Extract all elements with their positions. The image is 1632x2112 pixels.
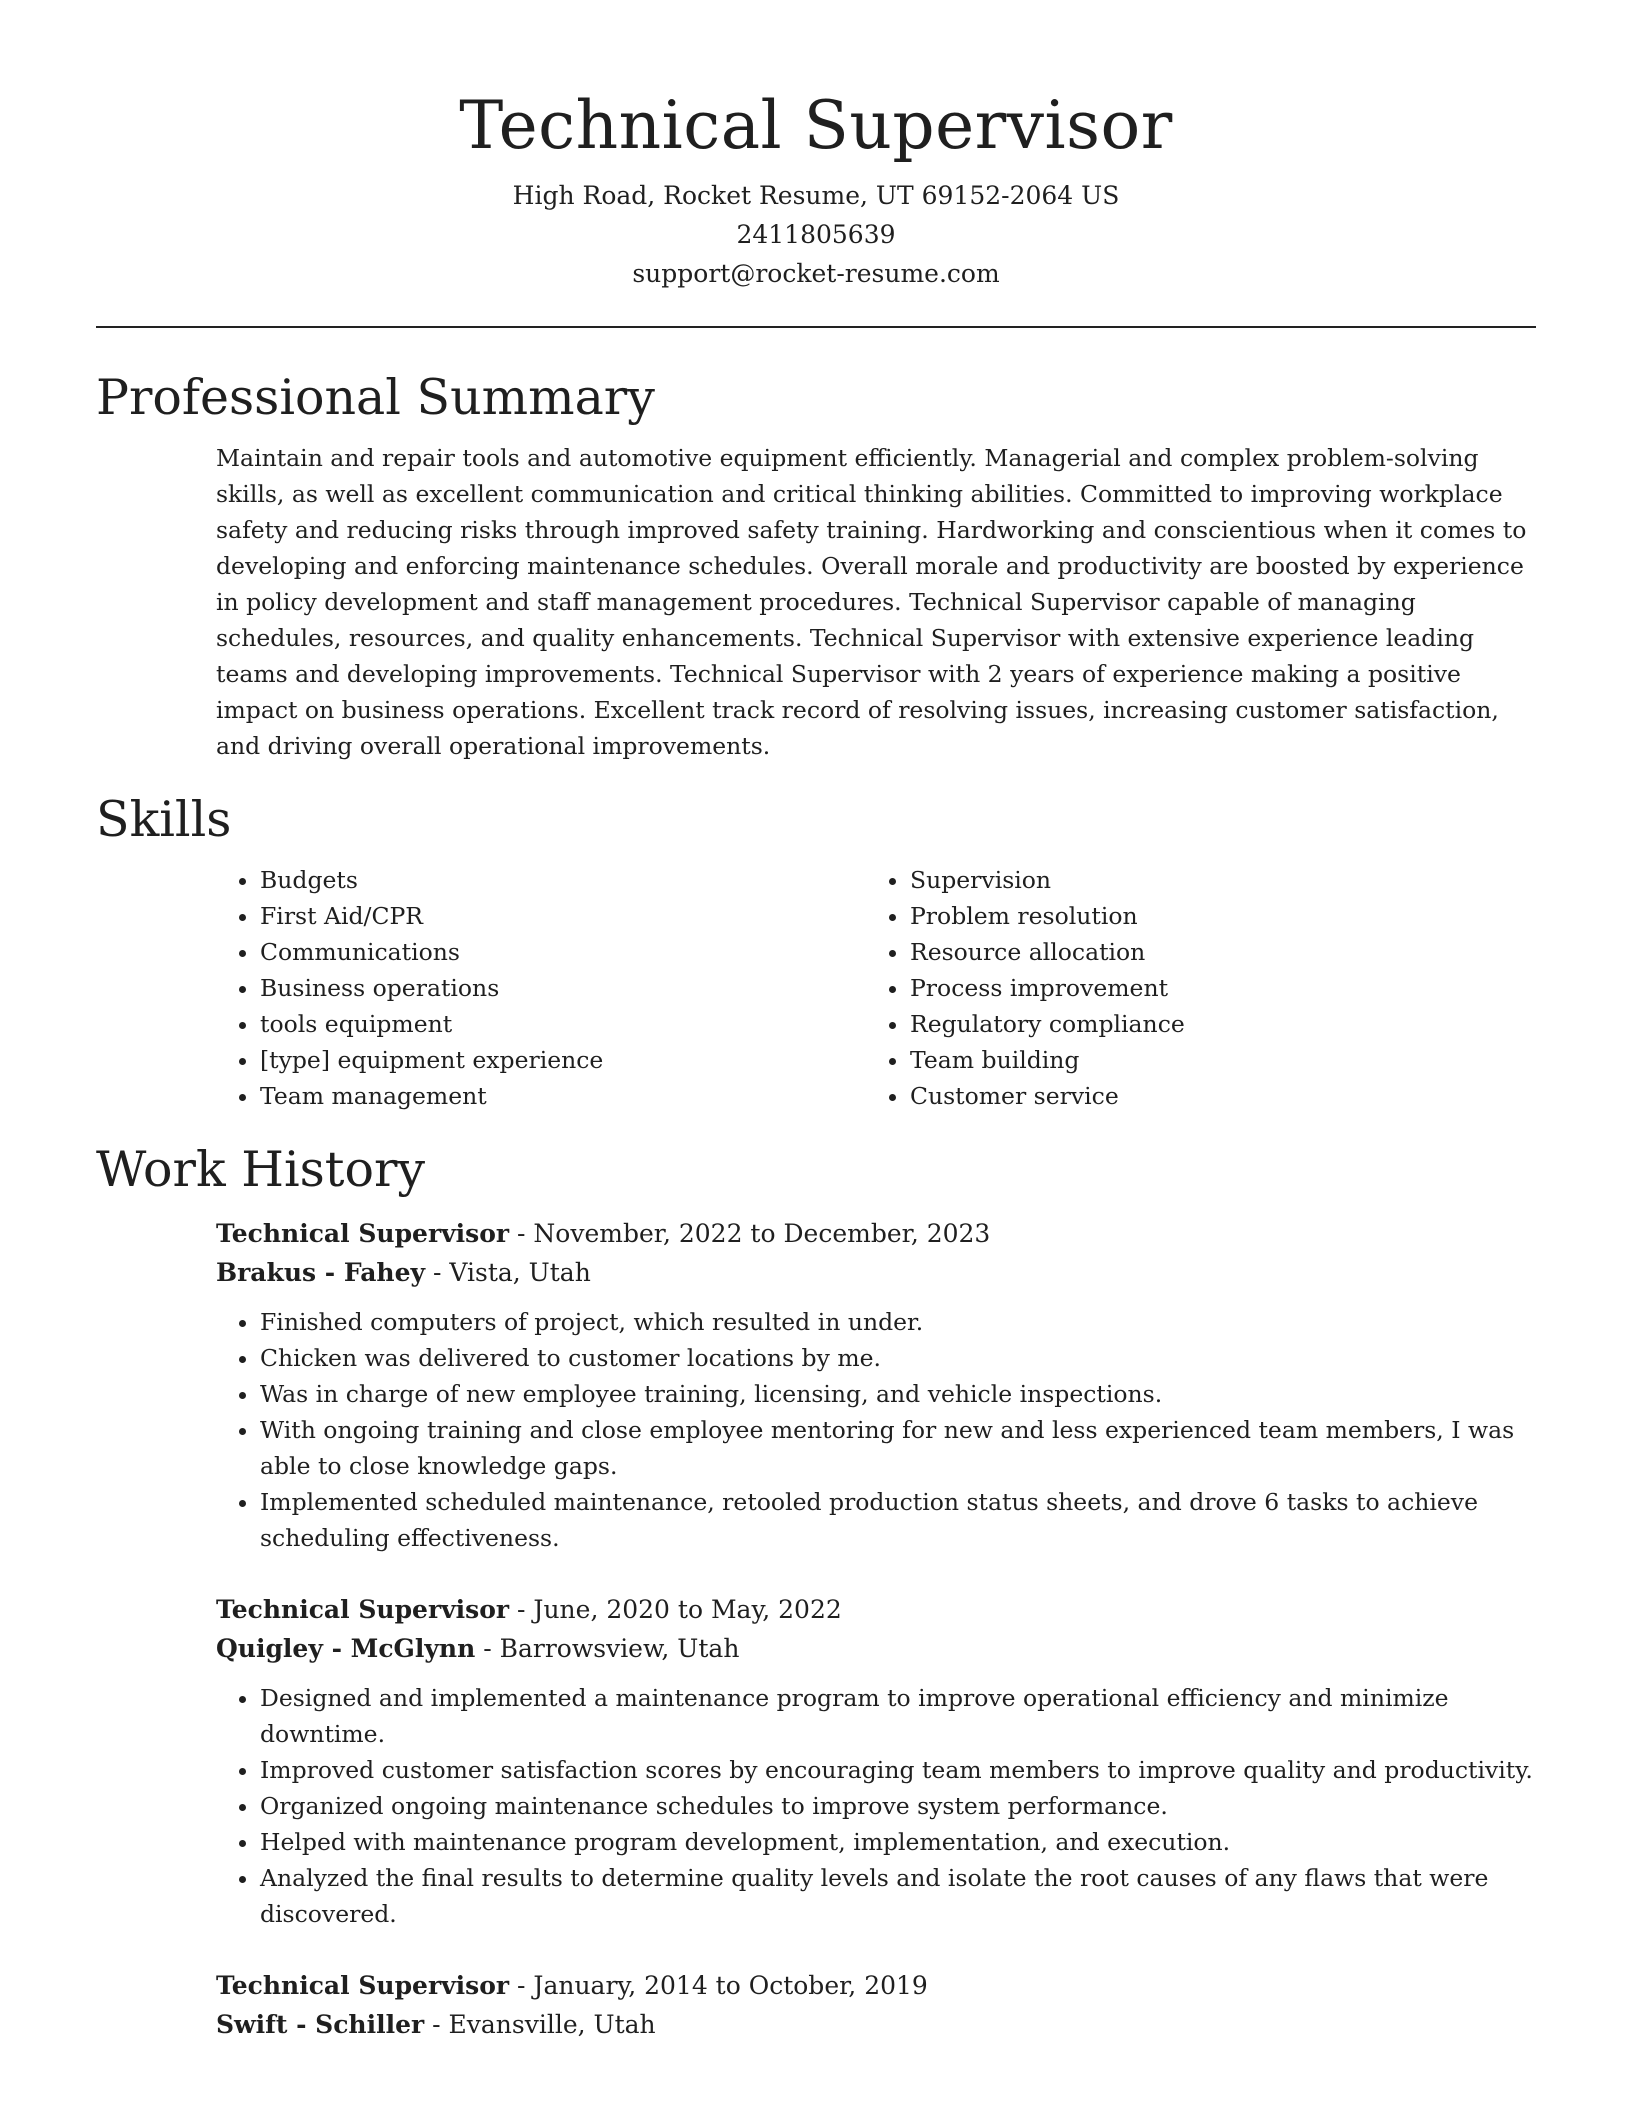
phone-text: 2411805639 xyxy=(736,220,896,249)
job-location: - Vista, Utah xyxy=(425,1258,591,1287)
header-divider xyxy=(96,326,1536,328)
job-bullet: • Helped with maintenance program development, implementation, and execution. xyxy=(260,1824,1536,1860)
job-title-line xyxy=(216,1214,1536,1253)
job-entry xyxy=(216,1966,1536,2044)
skills-list xyxy=(216,862,1536,1114)
job-bullets xyxy=(216,1304,1536,1556)
skill-item: • Business operations xyxy=(260,970,866,1006)
skill-item: • Team building xyxy=(910,1042,1516,1078)
resume-header xyxy=(96,0,1536,293)
skill-item: • Customer service xyxy=(910,1078,1516,1114)
skill-item: • Communications xyxy=(260,934,866,970)
job-location: - Barrowsview, Utah xyxy=(475,1634,740,1663)
skill-item: • [type] equipment experience xyxy=(260,1042,866,1078)
job-title-line xyxy=(216,1590,1536,1629)
job-bullets xyxy=(216,1680,1536,1932)
address-text: High Road, Rocket Resume, UT 69152-2064 US xyxy=(512,181,1120,210)
summary-text: Maintain and repair tools and automotive equipment efficiently. Managerial and complex problem-solving skills, as well as excellent communication and critical thinking abilities. Committed to improving workplace safety and reducing risks through improved safety training. Hardworking and conscientious when it comes to developing and enforcing maintenance schedules. Overall morale and productivity are boosted by experience in policy development and staff management procedures. Technical Supervisor capable of managing schedules, resources, and quality enhancements. Technical Supervisor with extensive experience leading teams and developing improvements. Technical Supervisor with 2 years of experience making a positive impact on business operations. Excellent track record of resolving issues, increasing customer satisfaction, and driving overall operational improvements. xyxy=(216,444,1527,760)
job-bullet: • With ongoing training and close employee mentoring for new and less experienced team members, I was able to close knowledge gaps. xyxy=(260,1412,1536,1484)
job-title: Technical Supervisor xyxy=(216,1595,510,1624)
job-bullet: • Finished computers of project, which resulted in under. xyxy=(260,1304,1536,1340)
skill-item: • Supervision xyxy=(910,862,1516,898)
resume-name: Technical Supervisor xyxy=(459,87,1173,164)
job-title: Technical Supervisor xyxy=(216,1219,510,1248)
job-dates: - November, 2022 to December, 2023 xyxy=(509,1219,991,1248)
skill-item: • First Aid/CPR xyxy=(260,898,866,934)
skill-item: • Process improvement xyxy=(910,970,1516,1006)
job-bullet: • Analyzed the final results to determine quality levels and isolate the root causes of any flaws that were discovered. xyxy=(260,1860,1536,1932)
job-bullet: • Designed and implemented a maintenance program to improve operational efficiency and minimize downtime. xyxy=(260,1680,1536,1752)
job-dates: - January, 2014 to October, 2019 xyxy=(509,1971,928,2000)
skill-item: • Resource allocation xyxy=(910,934,1516,970)
contact-info xyxy=(96,176,1536,293)
job-entry xyxy=(216,1214,1536,1556)
resume-page xyxy=(96,0,1536,2044)
skills-column-1 xyxy=(216,862,866,1114)
skill-item: • Problem resolution xyxy=(910,898,1516,934)
summary-heading: Professional Summary xyxy=(96,369,655,426)
work-history-heading: Work History xyxy=(96,1141,426,1198)
skills-column-2 xyxy=(866,862,1516,1114)
job-company: Quigley - McGlynn xyxy=(216,1634,476,1663)
email-text: support@rocket-resume.com xyxy=(632,259,1000,288)
skills-heading: Skills xyxy=(96,791,232,848)
job-company: Swift - Schiller xyxy=(216,2010,425,2039)
job-bullet: • Implemented scheduled maintenance, retooled production status sheets, and drove 6 tasks to achieve scheduling effectiveness. xyxy=(260,1484,1536,1556)
job-entry xyxy=(216,1590,1536,1932)
job-company-line xyxy=(216,2005,1536,2044)
job-bullet: • Was in charge of new employee training, licensing, and vehicle inspections. xyxy=(260,1376,1536,1412)
job-location: - Evansville, Utah xyxy=(424,2010,656,2039)
job-title: Technical Supervisor xyxy=(216,1971,510,2000)
job-bullet: • Organized ongoing maintenance schedules to improve system performance. xyxy=(260,1788,1536,1824)
job-bullet: • Improved customer satisfaction scores by encouraging team members to improve quality and productivity. xyxy=(260,1752,1536,1788)
job-dates: - June, 2020 to May, 2022 xyxy=(509,1595,842,1624)
job-company-line xyxy=(216,1629,1536,1668)
skill-item: • Budgets xyxy=(260,862,866,898)
skill-item: • Regulatory compliance xyxy=(910,1006,1516,1042)
skill-item: • tools equipment xyxy=(260,1006,866,1042)
job-title-line xyxy=(216,1966,1536,2005)
skill-item: • Team management xyxy=(260,1078,866,1114)
job-bullet: • Chicken was delivered to customer locations by me. xyxy=(260,1340,1536,1376)
job-company: Brakus - Fahey xyxy=(216,1258,426,1287)
job-company-line xyxy=(216,1253,1536,1292)
